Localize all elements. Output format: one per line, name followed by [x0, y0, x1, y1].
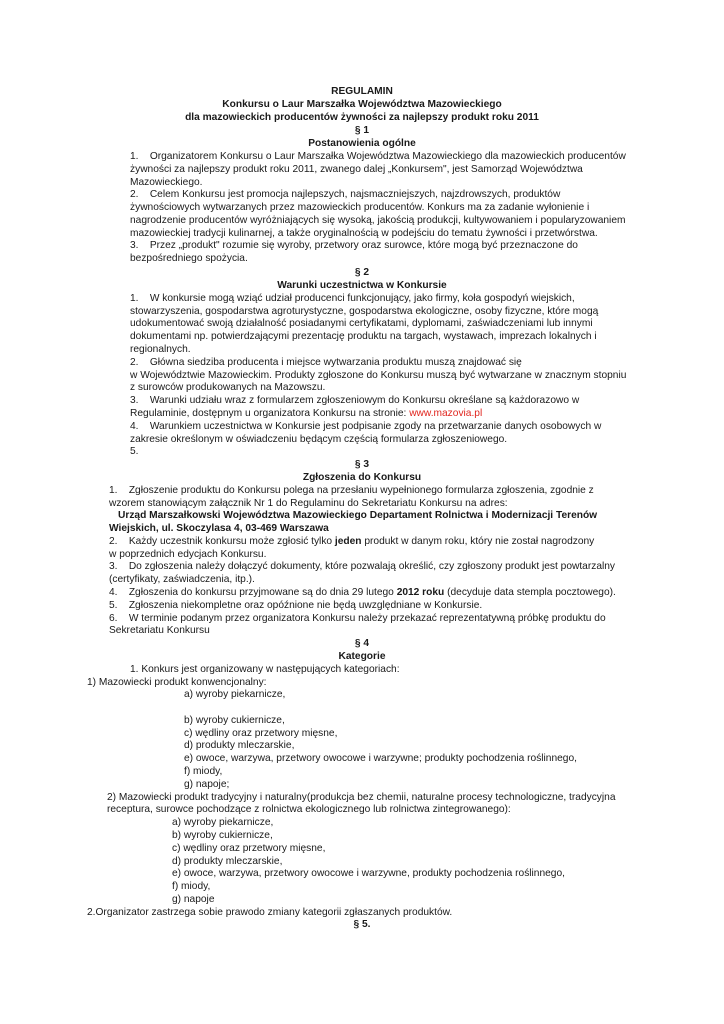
- category-1-item: c) wędliny oraz przetwory mięsne,: [184, 728, 338, 739]
- section-2-line: [130, 408, 720, 420]
- category-2-item: b) wyroby cukiernicze,: [172, 830, 273, 841]
- section-4-intro: 1. Konkurs jest organizowany w następujących kategoriach:: [130, 664, 400, 675]
- category-2-title: 2) Mazowiecki produkt tradycyjny i naturalny(produkcja bez chemii, naturalne procesy technologiczne, tradycyjna: [107, 792, 616, 803]
- section-1-line: 3. Przez „produkt" rozumie się wyroby, przetwory oraz surowce, które mogą być przeznaczone do: [130, 240, 578, 251]
- section-2-line: zakresie określonym w oświadczeniu będącym częścią formularza zgłoszeniowego.: [130, 434, 508, 445]
- section-2-line: 4. Warunkiem uczestnictwa w Konkursie jest podpisanie zgody na przetwarzanie danych osobowych w: [130, 421, 602, 432]
- section-2-line: 5.: [130, 446, 139, 457]
- section-3-line: 1. Zgłoszenie produktu do Konkursu polega na przesłaniu wypełnionego formularza zgłoszenia, zgodnie z: [109, 485, 594, 496]
- section-2-line-text: Regulaminie, dostępnym u organizatora Konkursu na stronie:: [130, 408, 410, 419]
- section-4-closing: 2.Organizator zastrzega sobie prawodo zmiany kategorii zgłaszanych produktów.: [87, 907, 453, 918]
- section-2-line: dokumentami np. potwierdzającymi prezentację produktu na targach, wystawach, imprezach lokalnych i: [130, 331, 597, 342]
- section-3-item4-text: (decyduje data stempla pocztowego).: [444, 587, 616, 598]
- category-2-item: d) produkty mleczarskie,: [172, 856, 283, 867]
- section-2-line: 2. Główna siedziba producenta i miejsce wytwarzania produktu muszą znajdować się: [130, 357, 522, 368]
- section-1-line: 2. Celem Konkursu jest promocja najlepszych, najsmaczniejszych, najzdrowszych, produktów: [130, 189, 561, 200]
- category-1-item: b) wyroby cukiernicze,: [184, 715, 285, 726]
- category-2-item: c) wędliny oraz przetwory mięsne,: [172, 843, 326, 854]
- section-2-line: regionalnych.: [130, 344, 191, 355]
- section-3-address: Urząd Marszałkowski Województwa Mazowieckiego Departament Rolnictwa i Modernizacji Terenów: [118, 510, 598, 521]
- category-1-item: a) wyroby piekarnicze,: [184, 689, 286, 700]
- section-3-line: [109, 587, 719, 599]
- category-1-item: g) napoje;: [184, 779, 230, 790]
- section-1-mark: § 1: [354, 125, 370, 136]
- category-2-title: receptura, surowce pochodzące z rolnictwa ekologicznego lub rolnictwa zintegrowanego):: [107, 804, 511, 815]
- section-1-line: 1. Organizatorem Konkursu o Laur Marszałka Województwa Mazowieckiego dla mazowieckich producentów: [130, 151, 626, 162]
- section-3-item2-emphasis: jeden: [334, 536, 362, 547]
- section-4-heading: Kategorie: [338, 651, 386, 662]
- document-subtitle-1: Konkursu o Laur Marszałka Województwa Mazowieckiego: [222, 99, 502, 110]
- section-3-line: (certyfikaty, zaświadczenia, itp.).: [109, 574, 255, 585]
- section-3-heading: Zgłoszenia do Konkursu: [302, 472, 422, 483]
- section-3-item4-emphasis: 2012 roku: [396, 587, 445, 598]
- category-1-item: d) produkty mleczarskie,: [184, 740, 295, 751]
- category-1-item: f) miody,: [184, 766, 223, 777]
- section-1-line: bezpośredniego spożycia.: [130, 253, 248, 264]
- section-3-item4-text: 4. Zgłoszenia do konkursu przyjmowane są do dnia 29 lutego: [109, 587, 397, 598]
- section-3-line: 5. Zgłoszenia niekompletne oraz opóźnione nie będą uwzględniane w Konkursie.: [109, 600, 483, 611]
- category-2-item: g) napoje: [172, 894, 215, 905]
- section-1-line: mazowieckiej tradycji kulinarnej, a także oryginalnością w podejściu do tematu żywności i przetwórstwa.: [130, 228, 598, 239]
- section-1-line: nagrodzenie producentów wyróżniających się wysoką, jakością produkcji, kultywowaniem i popularyzowaniem: [130, 215, 626, 226]
- section-3-item2-text: 2. Każdy uczestnik konkursu może zgłosić tylko: [109, 536, 335, 547]
- category-2-item: e) owoce, warzywa, przetwory owocowe i warzywne, produkty pochodzenia roślinnego,: [172, 868, 565, 879]
- section-4-mark: § 4: [354, 638, 370, 649]
- section-2-line: udokumentować swoją działalność posiadanymi certyfikatami, dyplomami, zaświadczeniami lub innymi: [130, 318, 593, 329]
- section-3-mark: § 3: [354, 459, 370, 470]
- section-2-line: 1. W konkursie mogą wziąć udział producenci funkcjonujący, jako firmy, koła gospodyń wiejskich,: [130, 293, 575, 304]
- section-1-line: Mazowieckiego.: [130, 177, 203, 188]
- section-3-line: w poprzednich edycjach Konkursu.: [109, 549, 267, 560]
- section-1-line: żywnościowych wytwarzanych przez mazowieckich producentów. Konkurs ma za zadanie wyłonienie i: [130, 202, 590, 213]
- section-2-line: z surowców produkowanych na Mazowszu.: [130, 382, 326, 393]
- category-2-item: a) wyroby piekarnicze,: [172, 817, 274, 828]
- website-link[interactable]: www.mazovia.pl: [409, 408, 483, 419]
- category-1-item: e) owoce, warzywa, przetwory owocowe i warzywne; produkty pochodzenia roślinnego,: [184, 753, 577, 764]
- section-2-line: stowarzyszenia, gospodarstwa agroturystyczne, gospodarstwa ekologiczne, osoby fizyczne, które mogą: [130, 306, 599, 317]
- section-2-heading: Warunki uczestnictwa w Konkursie: [277, 280, 447, 291]
- section-3-line: 3. Do zgłoszenia należy dołączyć dokumenty, które pozwalają określić, czy zgłoszony produkt jest powtarzalny: [109, 561, 616, 572]
- category-2-item: f) miody,: [172, 881, 211, 892]
- section-1-line: żywności za najlepszy produkt roku 2011, zwanego dalej „Konkursem", jest Samorząd Województwa: [130, 164, 583, 175]
- category-1-title: 1) Mazowiecki produkt konwencjonalny:: [87, 677, 267, 688]
- section-3-address: Wiejskich, ul. Skoczylasa 4, 03-469 Warszawa: [109, 523, 329, 534]
- section-3-item2-text: produkt w danym roku, który nie został nagrodzony: [361, 536, 595, 547]
- document-subtitle-2: dla mazowieckich producentów żywności za najlepszy produkt roku 2011: [185, 112, 539, 123]
- section-2-line: 3. Warunki udziału wraz z formularzem zgłoszeniowym do Konkursu określane są każdorazowo w: [130, 395, 580, 406]
- section-3-line: wzorem stanowiącym załącznik Nr 1 do Regulaminu do Sekretariatu Konkursu na adres:: [109, 498, 508, 509]
- section-3-line: 6. W terminie podanym przez organizatora Konkursu należy przekazać reprezentatywną próbkę produktu do: [109, 613, 606, 624]
- section-1-heading: Postanowienia ogólne: [308, 138, 416, 149]
- document-title: REGULAMIN: [331, 86, 393, 97]
- section-3-line: Sekretariatu Konkursu: [109, 625, 210, 636]
- section-5-mark: § 5.: [353, 919, 371, 930]
- section-3-line: [109, 536, 719, 548]
- section-2-line: w Województwie Mazowieckim. Produkty zgłoszone do Konkursu muszą być wytwarzane w znacznym stopniu: [130, 370, 627, 381]
- section-2-mark: § 2: [354, 267, 370, 278]
